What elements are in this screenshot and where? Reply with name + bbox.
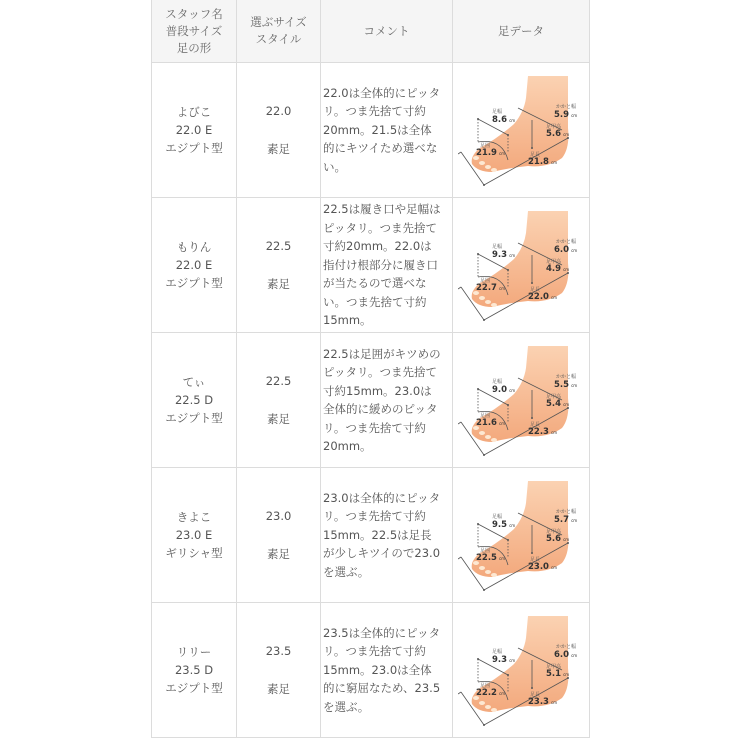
header-size: 選ぶサイズ スタイル bbox=[237, 0, 321, 63]
instep-label: 足甲高 bbox=[546, 394, 562, 400]
comment-line: が当たるので選べな bbox=[323, 276, 427, 291]
comment-line: 的にキツイため選べな bbox=[323, 141, 438, 156]
heel-width-value: 6.0 cm bbox=[554, 650, 578, 660]
foot-shape: エジプト型 bbox=[165, 411, 223, 425]
comment-line: リ。つま先捨て寸約 bbox=[323, 420, 426, 435]
instep-value: 5.6 cm bbox=[546, 129, 570, 139]
comment-line: リ。つま先捨て寸約 bbox=[323, 644, 426, 659]
length-label: 足長 bbox=[530, 557, 541, 563]
foot-width-label: 足幅 bbox=[492, 514, 503, 520]
usual-size: 22.5 D bbox=[174, 393, 214, 407]
length-label: 足長 bbox=[530, 422, 541, 428]
staff-name: もりん bbox=[176, 240, 212, 254]
comment-line: 寸約15mm。23.0は bbox=[323, 383, 432, 398]
comment-line: 20mm。 bbox=[323, 439, 372, 453]
usual-size: 22.0 E bbox=[175, 258, 213, 272]
girth-value: 21.9 cm bbox=[476, 148, 506, 158]
style: 素足 bbox=[267, 412, 290, 426]
foot-data-cell bbox=[453, 333, 590, 468]
staff-cell bbox=[152, 333, 237, 468]
header-staff: スタッフ名 普段サイズ 足の形 bbox=[152, 0, 237, 63]
girth-label: 足囲 bbox=[480, 143, 491, 149]
instep-label: 足甲高 bbox=[546, 664, 562, 670]
length-value: 23.0 cm bbox=[528, 562, 558, 572]
header-foot-data: 足データ bbox=[453, 0, 590, 63]
girth-label: 足囲 bbox=[480, 683, 491, 689]
comment-line: い。 bbox=[323, 159, 346, 174]
foot-data-cell bbox=[453, 603, 590, 738]
style: 素足 bbox=[267, 142, 290, 156]
staff-name: きよこ bbox=[176, 510, 212, 524]
size-cell bbox=[237, 198, 321, 333]
heel-width-value: 5.7 cm bbox=[554, 515, 578, 525]
comment-line: リ。つま先捨て寸約 bbox=[323, 104, 426, 119]
girth-value: 22.2 cm bbox=[476, 688, 506, 698]
girth-label: 足囲 bbox=[480, 413, 491, 419]
size-cell bbox=[237, 333, 321, 468]
staff-cell bbox=[152, 603, 237, 738]
foot-diagram bbox=[458, 473, 584, 597]
heel-width-label: かかと幅 bbox=[556, 104, 577, 110]
comment-line: が少しキツイので23.0 bbox=[323, 546, 441, 561]
comment-line: 23.0は全体的にピッタ bbox=[323, 490, 441, 505]
foot-data-cell bbox=[453, 198, 590, 333]
foot-data-cell bbox=[453, 63, 590, 198]
size-cell bbox=[237, 63, 321, 198]
heel-width-label: かかと幅 bbox=[556, 644, 577, 650]
foot-diagram bbox=[458, 608, 584, 732]
length-label: 足長 bbox=[530, 152, 541, 158]
table-row bbox=[152, 603, 590, 738]
foot-width-value: 8.6 cm bbox=[492, 115, 516, 125]
comment-line: を選ぶ。 bbox=[323, 699, 370, 714]
comment-line: 15mm。 bbox=[323, 313, 372, 328]
table-row bbox=[152, 468, 590, 603]
girth-label: 足囲 bbox=[480, 278, 491, 284]
heel-width-label: かかと幅 bbox=[556, 239, 577, 245]
comment-line: 22.5は履き口や足幅は bbox=[323, 202, 441, 217]
header-comment: コメント bbox=[321, 0, 453, 63]
foot-data-cell bbox=[453, 468, 590, 603]
foot-width-label: 足幅 bbox=[492, 109, 503, 115]
foot-diagram bbox=[458, 338, 584, 462]
header-row bbox=[152, 0, 590, 63]
comment-line: を選ぶ。 bbox=[323, 564, 370, 579]
comment-line: 寸約20mm。22.0は bbox=[323, 239, 432, 254]
comment-line: 15mm。23.0は全体 bbox=[323, 662, 432, 677]
comment-line: ピッタリ。つま先捨て bbox=[323, 220, 437, 235]
staff-cell bbox=[152, 468, 237, 603]
foot-diagram bbox=[458, 68, 584, 192]
chosen-size: 23.5 bbox=[265, 644, 292, 658]
comment-cell bbox=[321, 468, 453, 603]
foot-shape: ギリシャ型 bbox=[165, 546, 223, 560]
comment-line: 20mm。21.5は全体 bbox=[323, 122, 432, 137]
foot-width-value: 9.3 cm bbox=[492, 655, 516, 665]
length-value: 21.8 cm bbox=[528, 157, 558, 167]
style: 素足 bbox=[267, 547, 290, 561]
heel-width-label: かかと幅 bbox=[556, 374, 577, 380]
comment-line: 23.5は全体的にピッタ bbox=[323, 625, 441, 640]
foot-width-value: 9.3 cm bbox=[492, 250, 516, 260]
length-label: 足長 bbox=[530, 692, 541, 698]
comment-line: 的に窮屈なため、23.5 bbox=[323, 681, 441, 696]
instep-value: 5.1 cm bbox=[546, 669, 570, 679]
style: 素足 bbox=[267, 277, 290, 291]
table-row bbox=[152, 198, 590, 333]
staff-cell bbox=[152, 198, 237, 333]
foot-width-label: 足幅 bbox=[492, 379, 503, 385]
comment-line: 22.0は全体的にピッタ bbox=[323, 85, 441, 100]
comment-line: 15mm。22.5は足長 bbox=[323, 527, 432, 542]
heel-width-label: かかと幅 bbox=[556, 509, 577, 515]
length-value: 22.0 cm bbox=[528, 292, 558, 302]
foot-width-label: 足幅 bbox=[492, 244, 503, 250]
length-value: 22.3 cm bbox=[528, 427, 558, 437]
staff-name: てぃ bbox=[182, 375, 206, 389]
girth-value: 22.7 cm bbox=[476, 283, 506, 293]
foot-diagram bbox=[458, 203, 584, 327]
instep-value: 5.6 cm bbox=[546, 534, 570, 544]
usual-size: 23.5 D bbox=[174, 663, 214, 677]
heel-width-value: 5.5 cm bbox=[554, 380, 578, 390]
comment-cell bbox=[321, 333, 453, 468]
size-cell bbox=[237, 468, 321, 603]
chosen-size: 22.5 bbox=[265, 374, 292, 388]
comment-cell bbox=[321, 198, 453, 333]
chosen-size: 23.0 bbox=[265, 509, 292, 523]
table-row bbox=[152, 333, 590, 468]
instep-label: 足甲高 bbox=[546, 124, 562, 130]
chosen-size: 22.0 bbox=[265, 104, 292, 118]
comment-line: 全体的に緩めのピッタ bbox=[323, 402, 438, 416]
instep-label: 足甲高 bbox=[546, 259, 562, 265]
heel-width-value: 5.9 cm bbox=[554, 110, 578, 120]
size-cell bbox=[237, 603, 321, 738]
staff-name: よびこ bbox=[176, 105, 212, 119]
comment-line: い。つま先捨て寸約 bbox=[323, 294, 427, 309]
staff-name: リリー bbox=[176, 645, 212, 659]
comment-cell bbox=[321, 63, 453, 198]
instep-label: 足甲高 bbox=[546, 529, 562, 535]
usual-size: 22.0 E bbox=[175, 123, 213, 137]
foot-width-value: 9.0 cm bbox=[492, 385, 516, 395]
table-row bbox=[152, 63, 590, 198]
style: 素足 bbox=[267, 682, 290, 696]
size-comparison-table bbox=[151, 0, 590, 738]
comment-line: 22.5は足囲がキツめの bbox=[323, 346, 441, 361]
comment-cell bbox=[321, 603, 453, 738]
foot-shape: エジプト型 bbox=[165, 276, 223, 290]
instep-value: 5.4 cm bbox=[546, 399, 570, 409]
foot-width-value: 9.5 cm bbox=[492, 520, 516, 530]
girth-value: 21.6 cm bbox=[476, 418, 506, 428]
length-label: 足長 bbox=[530, 287, 541, 293]
comment-line: 指付け根部分に履き口 bbox=[323, 257, 438, 272]
staff-cell bbox=[152, 63, 237, 198]
comment-line: ピッタリ。つま先捨て bbox=[323, 365, 437, 379]
foot-shape: エジプト型 bbox=[165, 681, 223, 695]
usual-size: 23.0 E bbox=[175, 528, 213, 542]
heel-width-value: 6.0 cm bbox=[554, 245, 578, 255]
chosen-size: 22.5 bbox=[265, 239, 292, 253]
instep-value: 4.9 cm bbox=[546, 264, 570, 274]
comment-line: リ。つま先捨て寸約 bbox=[323, 509, 426, 524]
foot-shape: エジプト型 bbox=[165, 141, 223, 155]
girth-value: 22.5 cm bbox=[476, 553, 506, 563]
foot-width-label: 足幅 bbox=[492, 649, 503, 655]
girth-label: 足囲 bbox=[480, 548, 491, 554]
length-value: 23.3 cm bbox=[528, 697, 558, 707]
